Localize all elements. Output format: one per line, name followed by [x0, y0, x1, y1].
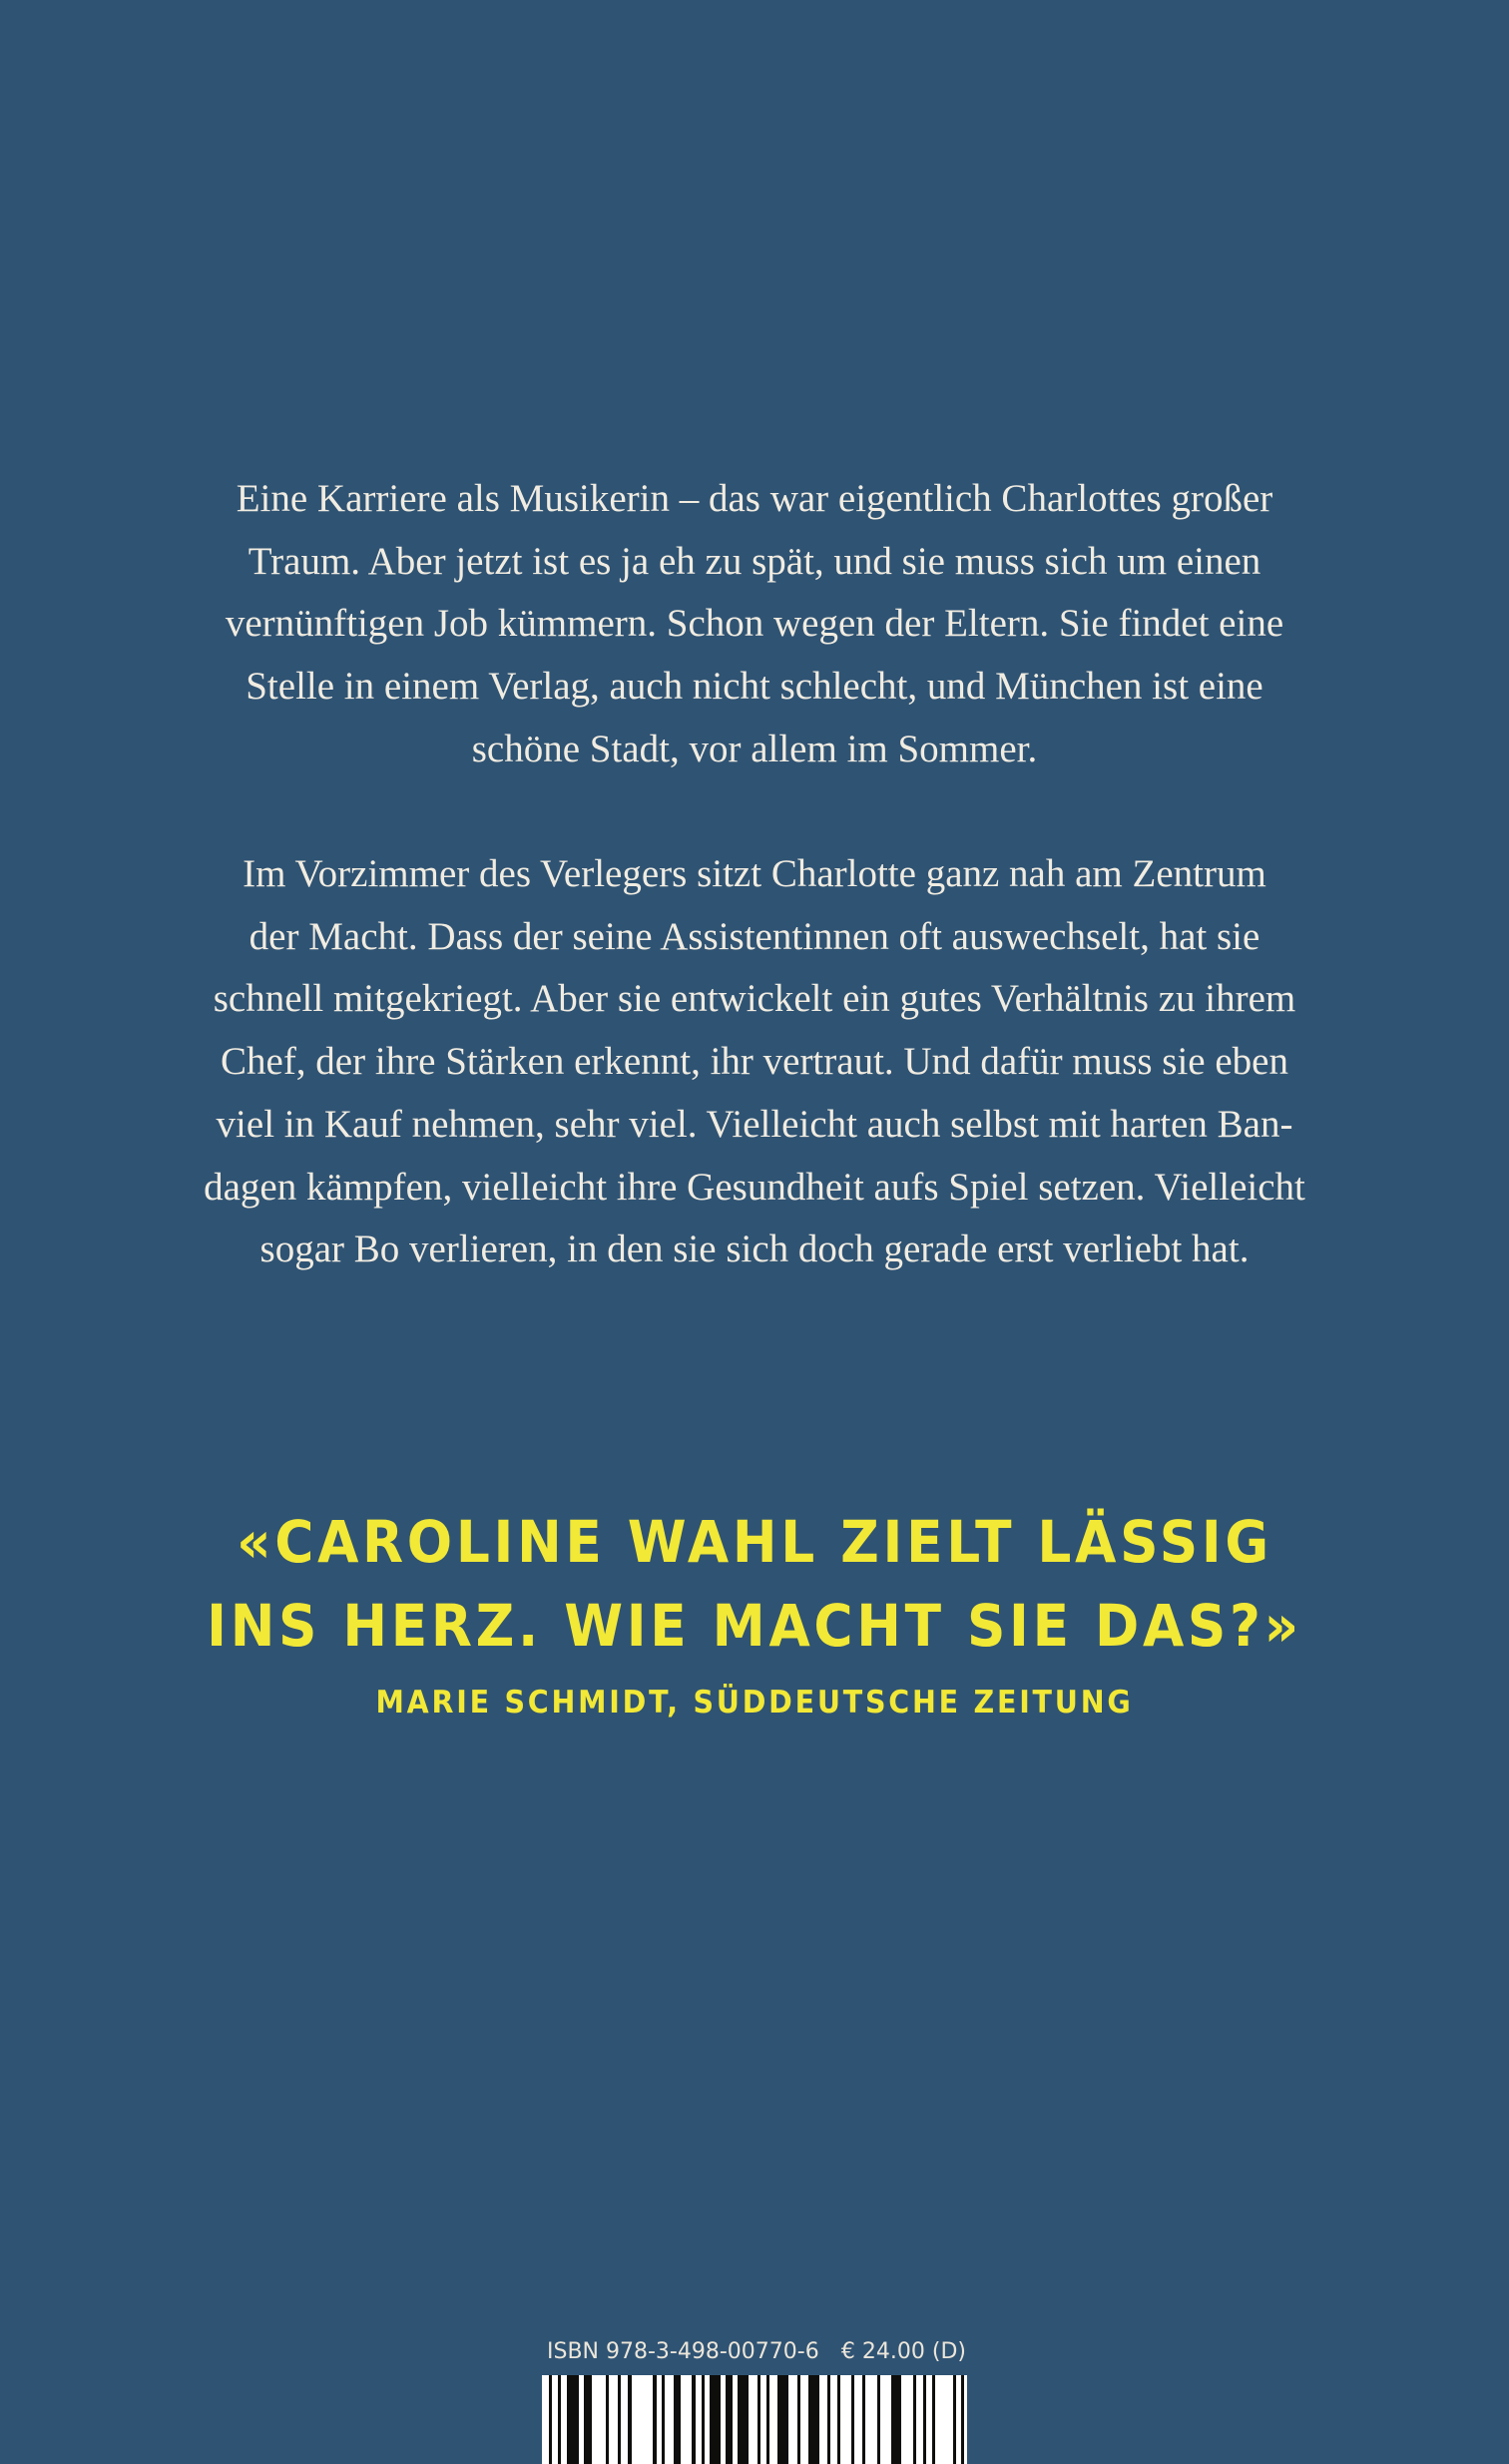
barcode-bar: [777, 2375, 788, 2464]
blurb-line: Traum. Aber jetzt ist es ja eh zu spät, und sie muss sich um einen: [248, 539, 1261, 583]
barcode-bar: [584, 2375, 592, 2464]
blurb-line: schnell mitgekriegt. Aber sie entwickelt ein gutes Verhältnis zu ihrem: [213, 977, 1296, 1021]
attribution-text: MARIE SCHMIDT, SÜDDEUTSCHE ZEITUNG: [375, 1685, 1134, 1721]
barcode-bar: [702, 2375, 705, 2464]
barcode-bar: [877, 2375, 880, 2464]
barcode-bar: [549, 2375, 552, 2464]
press-quote: [60, 1500, 1448, 1668]
blurb-line: viel in Kauf nehmen, sehr viel. Vielleicht auch selbst mit harten Ban-: [216, 1102, 1293, 1146]
barcode-bar: [961, 2375, 964, 2464]
blurb-line: schöne Stadt, vor allem im Sommer.: [471, 727, 1038, 770]
barcode-bar: [606, 2375, 609, 2464]
barcode-bar: [628, 2375, 632, 2464]
blurb-line: Eine Karriere als Musikerin – das war eigentlich Charlottes großer: [236, 477, 1273, 520]
blurb-line: Im Vorzimmer des Verlegers sitzt Charlotte ganz nah am Zentrum: [243, 852, 1266, 895]
barcode-bar: [808, 2375, 819, 2464]
barcode-bar: [913, 2375, 916, 2464]
quote-line: «CAROLINE WAHL ZIELT LÄSSIG: [237, 1508, 1272, 1576]
quote-line: INS HERZ. WIE MACHT SIE DAS?»: [207, 1592, 1302, 1660]
blurb-line: Chef, der ihre Stärken erkennt, ihr vertraut. Und dafür muss sie eben: [221, 1040, 1288, 1084]
barcode-bar: [766, 2375, 769, 2464]
quote-attribution: [60, 1681, 1448, 1725]
barcode-bar: [797, 2375, 800, 2464]
barcode-bar: [738, 2375, 749, 2464]
price-text: € 24.00 (D): [840, 2339, 966, 2364]
barcode-bar: [692, 2375, 696, 2464]
isbn-price-line: [547, 2339, 966, 2364]
barcode-bar: [837, 2375, 840, 2464]
barcode-bar: [862, 2375, 865, 2464]
barcode-bar: [710, 2375, 721, 2464]
blurb-line: dagen kämpfen, vielleicht ihre Gesundheit aufs Spiel setzen. Vielleicht: [204, 1165, 1305, 1209]
blurb-line: der Macht. Dass der seine Assistentinnen oft auswechselt, hat sie: [249, 914, 1260, 958]
barcode: [542, 2375, 967, 2464]
barcode-bar: [757, 2375, 760, 2464]
barcode-bar: [953, 2375, 956, 2464]
barcode-bar: [558, 2375, 561, 2464]
barcode-bar: [932, 2375, 935, 2464]
barcode-bar: [567, 2375, 579, 2464]
barcode-bar: [662, 2375, 665, 2464]
barcode-bar: [891, 2375, 901, 2464]
barcode-bar: [653, 2375, 657, 2464]
barcode-bar: [618, 2375, 621, 2464]
barcode-bar: [923, 2375, 926, 2464]
blurb-paragraph-2: [100, 843, 1409, 1281]
isbn-text: ISBN 978-3-498-00770-6: [547, 2339, 819, 2364]
blurb-line: Stelle in einem Verlag, auch nicht schlecht, und München ist eine: [246, 665, 1263, 709]
blurb-line: vernünftigen Job kümmern. Schon wegen der Eltern. Sie findet eine: [225, 602, 1284, 646]
barcode-bar: [827, 2375, 830, 2464]
barcode-bar: [726, 2375, 733, 2464]
blurb-paragraph-1: [100, 468, 1409, 781]
barcode-bar: [851, 2375, 854, 2464]
blurb-line: sogar Bo verlieren, in den sie sich doch gerade erst verliebt hat.: [259, 1228, 1250, 1271]
barcode-bar: [674, 2375, 681, 2464]
